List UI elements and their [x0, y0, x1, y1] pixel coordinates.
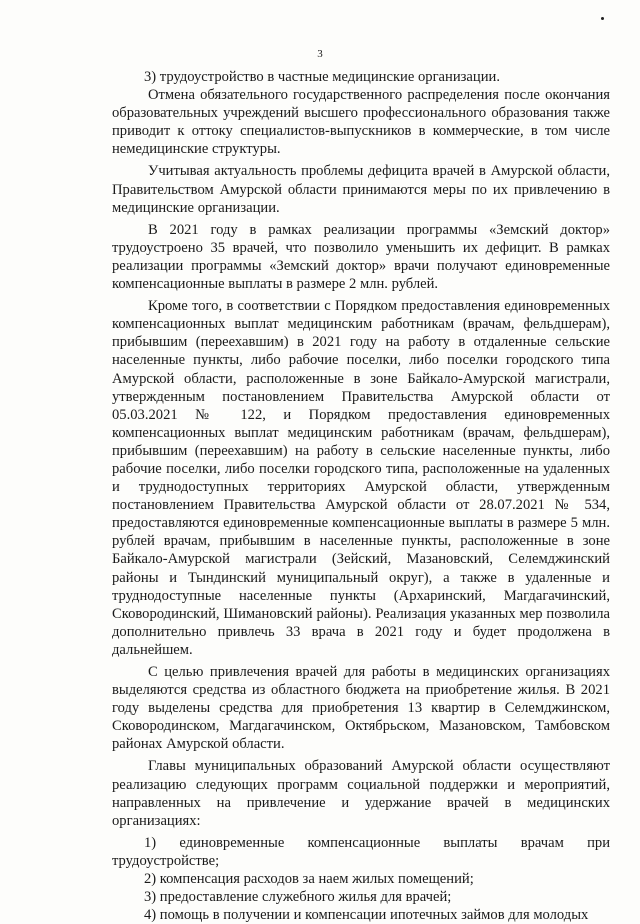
page-number: 3	[317, 48, 323, 60]
paragraph: 3) трудоустройство в частные медицинские организации.	[144, 69, 500, 85]
paragraph: Учитывая актуальность проблемы дефицита врачей в Амурской области, Правительством Амурской области принимаются меры по их привлечению в медицинские организации.	[112, 163, 610, 216]
list-item: 1) единовременные компенсационные выплаты врачам при трудоустройстве;	[112, 834, 610, 869]
list-item: 3) предоставление служебного жилья для врачей;	[144, 889, 452, 906]
paragraph: С целью привлечения врачей для работы в медицинских организациях выделяются средства из областного бюджета на приобретение жилья. В 2021 году выделены средства для приобретения 13 квартир в Селемджинском, Сковородинском, Магдагачинском, Октябрьском, Мазановском, Тамбовском районах Амурской области.	[112, 664, 610, 753]
list-item: 4) помощь в получении и компенсации ипотечных займов для молодых	[144, 907, 589, 924]
document-body	[112, 68, 610, 924]
paragraph: Отмена обязательного государственного распределения после окончания образовательных учреждений высшего профессионального образования также приводит к оттоку специалистов-выпускников в коммерческие, в том числе немедицинские структуры.	[112, 87, 610, 158]
paragraph: Главы муниципальных образований Амурской области осуществляют реализацию следующих программ социальной поддержки и мероприятий, направленных на привлечение и удержание врачей в медицинских организациях:	[112, 758, 610, 829]
scan-dot-mark	[601, 17, 604, 20]
paragraph: В 2021 году в рамках реализации программы «Земский доктор» трудоустроено 35 врачей, что позволило уменьшить их дефицит. В рамках реализации программы «Земский доктор» врачи получают единовременные компенсационные выплаты в размере 2 млн. рублей.	[112, 221, 610, 293]
list-item: 2) компенсация расходов за наем жилых помещений;	[144, 871, 474, 888]
paragraph: Кроме того, в соответствии с Порядком предоставления единовременных компенсационных выплат медицинским работникам (врачам, фельдшерам), прибывшим (переехавшим) в 2021 году на работу в отдаленные сельские населенные пункты, либо рабочие поселки, либо поселки городского типа Амурской области, расположенные в зоне Байкало-Амурской магистрали, утвержденным постановлением Правительства Амурской области от 05.03.2021 № 122, и Порядком предоставления единовременных компенсационных выплат медицинским работникам (врачам, фельдшерам), прибывшим (переехавшим) на работу в сельские населенные пункты, либо рабочие поселки, либо поселки городского типа, расположенные на удаленных и труднодоступных территориях Амурской области, утвержденным постановлением Правительства Амурской области от 28.07.2021 № 534, предоставляются единовременные компенсационные выплаты в размере 5 млн. рублей врачам, прибывшим в населенные пункты, расположенные в зоне Байкало-Амурской магистрали (Зейский, Мазановский, Селемджинский районы и Тындинский муниципальный округ), а также в удаленные и труднодоступные населенные пункты (Архаринский, Магдагачинский, Сковородинский, Шимановский районы). Реализация указанных мер позволила дополнительно привлечь 33 врача в 2021 году и будет продолжена в дальнейшем.	[112, 298, 610, 658]
